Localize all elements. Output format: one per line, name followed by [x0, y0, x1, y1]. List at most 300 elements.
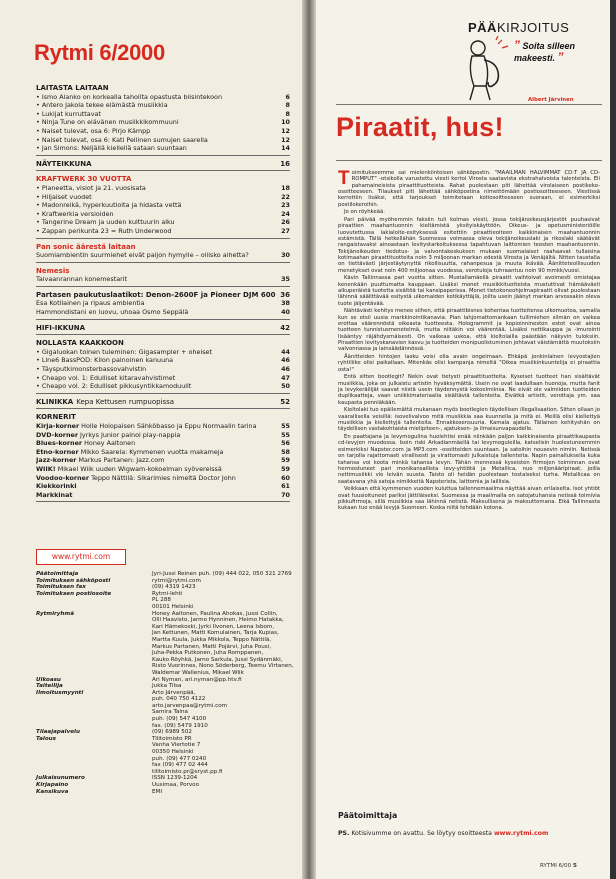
- staff-label: Ilmoitusmyynti: [36, 689, 84, 696]
- toc-page-number: 55: [281, 430, 290, 439]
- toc-entry-text: [36, 308, 276, 317]
- masthead-staff: [36, 571, 294, 795]
- staff-label: Ulkoasu: [36, 676, 61, 683]
- staff-row: [36, 611, 294, 677]
- toc-divider: [36, 408, 290, 409]
- toc-entry-title: Mikael Wiik uuden Wigwam-kokoelman syövereissä: [57, 464, 222, 473]
- staff-row: [36, 584, 294, 591]
- toc-entry-label: Etno-korner: [36, 447, 79, 456]
- staff-value-line: Martta Kuula, Jukka Mikkola, Teppo Nättilä,: [152, 636, 272, 643]
- staff-label: Julkaisunumero: [36, 775, 85, 782]
- page-gutter: [302, 0, 316, 879]
- article-paragraph-text: Kävin Tallinnassa pari vuotta sitten. Mustallamäellä piraatit vaihtoivat avoimesti omistajaa kenenkään puuttumatta kauppaan. Lisäksi monet musiikkituotteista mustuttivat hämäävästi alkuperäistä tuotetta sisältöä tai kansipaperissa. Monet tietokoneohjelmapiraatit olivat puolestaan lähinnä säälittävää esitystä ulkomaiden kotikäyttäjiä, joilta usein jäänyt markan arvossakin oleva tuote jäljentävää.: [338, 275, 600, 307]
- toc-entry-title: Täysputkimonsterbassovahvistin: [41, 365, 147, 374]
- staff-value-line: Vanha Viertotie 7: [152, 742, 201, 749]
- toc-page-number: 42: [280, 323, 290, 332]
- toc-entry-title: Line6 BassPOD: Kilon painoinen kanuuna: [41, 356, 174, 365]
- toc-section: [36, 291, 290, 320]
- ps-text: Kotisivumme on avattu. Se löytyy osoitteesta: [351, 830, 492, 837]
- staff-row: [36, 683, 294, 690]
- staff-value: [152, 690, 294, 710]
- staff-row: [36, 736, 294, 776]
- article-paragraph: [338, 217, 600, 274]
- staff-value-line: Jyri-Jussi Reinen puh. (09) 444 022, 050 321 2769: [152, 571, 292, 577]
- staff-row: [36, 571, 294, 578]
- toc-entry-text: [36, 227, 276, 236]
- article-paragraph-text: En paattajana ja levymogulina huolehtisi enää niinkään paljon kaikkinaisesta piraattikaupasta cd-levyjen muodossa. Isoin riski Arkadianmäellä tai levymoguleilla, katselisin huolestuneemmin esimerkiksi Napster.com ja MP3.com -osoitteiden suuntaan. Ja satoihin nousevin nimiin. Netissä on tarjolla rajattomasti virallisesti ja virattomasti julkaistuja tallenteita. Napin painalluksella kuka tahansa voi koota minkä tahansa levyn. Tähän mennessä kyseisten firmojen toiminnan ovat hermostuneet pari monikansallista levy-yhtiötä ja Metallica, nuo miljonääripiraat, joilla nettimusiikki vie leivän suusta. Taisto oli heidän puolestaan tostaiseksi turha. Metallicaa on saatavana yhä satoja nimikkeitä Napsterista, laittomia ja laillisia.: [338, 434, 600, 485]
- toc-page-number: 22: [281, 192, 290, 201]
- toc-divider: [36, 393, 290, 394]
- staff-label: Päätoimittaja: [36, 571, 79, 577]
- staff-value-line: Olli Haavisto, Jarmo Hynninen, Heimo Hatakka,: [152, 617, 284, 624]
- toc-section: [36, 84, 290, 156]
- toc-page-number: 8: [285, 109, 290, 118]
- article-paragraph-text: oimitukseemme sai mielenkiintoisen sähköpostin. "MAAILMAN HALVIMMAT CD:T JA CD-ROMPUT" -otsikolla varustettu viesti kertoi Virosta saatavista ekstrahalvoista talenteista. Eli pahamaineisista piraattituotteista. Rahat puolestaan piti lähettää virolaiseen postikeko-osoitteeseen. Tilaukset piti lähettää sähköpostina nimettömään postiosoitteeseen. Viestissä kerrottiin lisäksi, että tarjoukset toimitetaan kotiosoitteeseen suoraan, ei esimerkiksi postilokeroihin.: [338, 170, 600, 208]
- table-of-contents: [36, 80, 290, 502]
- pull-quote: [514, 40, 610, 64]
- divider: [336, 104, 602, 105]
- column-header: [468, 20, 569, 35]
- toc-entry[interactable]: [36, 374, 290, 383]
- toc-entry-text: [36, 448, 276, 457]
- article-paragraph-text: Entä sitten bootlegit? Nekin ovat tietysti piraattituotteita. Kyseiset tuotteet han sisältävät musiikkia, joka on julkaistu artistin hyväksymättä. Usein ne ovat laadultaan huonoja, mutta fanit ja levykeräilijät saavat niistä usein täydennystä kokoelmiinsa. Ne eivät ole valmiiden tuotteiden duplikaatteja, vaan uniikkimateriaalia sisältäviä tallenteita. Eivätkä artistit, verottaja ym. saa kaupasta penniäkään.: [338, 374, 600, 406]
- staff-label: Talous: [36, 735, 56, 742]
- toc-page-number: 50: [281, 382, 290, 391]
- toc-divider: [36, 155, 290, 156]
- toc-page-number: 61: [281, 482, 290, 491]
- staff-label: Tilaajapalvelu: [36, 729, 80, 736]
- staff-value-line: Samira Taina: [152, 709, 188, 716]
- toc-entry-title: Teppo Nättilä: Sikarimies nimeltä Doctor John: [91, 473, 236, 482]
- footer-magazine: RYTMI 6/00: [540, 863, 572, 869]
- staff-value-line: Rytmi-lehti: [152, 590, 183, 597]
- toc-heading-text: LAITASTA LAITAAN: [36, 84, 109, 92]
- staff-label: Toimituksen postiosoite: [36, 590, 112, 597]
- staff-value-line: ISSN 1239-1204: [152, 775, 198, 782]
- toc-page-number: 26: [281, 218, 290, 227]
- toc-entry-text: [36, 210, 276, 219]
- staff-value: [152, 775, 294, 782]
- staff-value: [152, 683, 294, 690]
- toc-entry[interactable]: [36, 456, 290, 465]
- toc-entry-title: Holle Holopaisen Sähköbasso ja Eppu Normaalin tarina: [81, 422, 257, 430]
- toc-heading-text: Partasen paukutuslaatikot: Denon-2600F ja Pioneer DJM 600: [36, 290, 276, 299]
- toc-entry-text: [36, 184, 276, 193]
- toc-entry-label: Kiekkorinki: [36, 482, 77, 491]
- toc-entry[interactable]: [36, 482, 290, 491]
- toc-heading-subtitle: Kepa Kettusen rumpuopissa: [76, 397, 175, 406]
- staff-value-line: fax (09) 477 02 444: [152, 762, 208, 769]
- article-paragraph: [338, 374, 600, 406]
- toc-section-heading[interactable]: [36, 175, 290, 184]
- toc-heading-text: KLINIKKA: [36, 397, 74, 406]
- quote-author: Albert Järvinen: [528, 97, 574, 103]
- toc-entry[interactable]: [36, 448, 290, 457]
- toc-page-number: 6: [285, 92, 290, 101]
- toc-heading-text: KRAFTWERK 30 VUOTTA: [36, 175, 132, 184]
- quote-mark-icon: ”: [514, 38, 520, 52]
- toc-section: [36, 243, 290, 263]
- staff-value-line: Juha-Pekka Putkonen, Juha Romppanen,: [152, 650, 264, 657]
- toc-entry[interactable]: [36, 308, 290, 317]
- toc-entry-text: [36, 101, 276, 110]
- toc-entry-title: Mikko Saarela: Kymmenen vuotta makameja: [80, 447, 224, 456]
- toc-entry-title: Kraftwerkia versioiden: [41, 209, 114, 218]
- website-box[interactable]: www.rytmi.com: [36, 549, 126, 565]
- article-paragraph: [338, 170, 600, 208]
- toc-entry[interactable]: [36, 227, 290, 236]
- toc-page-number: 56: [281, 439, 290, 448]
- staff-value-line: puh. (09) 547 4100: [152, 716, 207, 723]
- toc-entry[interactable]: [36, 184, 290, 193]
- staff-value-line: Arto Järvenpää,: [152, 689, 196, 696]
- toc-page-number: 52: [280, 397, 290, 406]
- toc-entry[interactable]: [36, 93, 290, 102]
- toc-entry-title: Esa Kotilainen ja ripaus ambientia: [36, 299, 145, 308]
- staff-value-line: Waldemar Wallenius, Mikael Wiik: [152, 669, 244, 676]
- staff-row: [36, 782, 294, 789]
- toc-entry-label: Kirja-korner: [36, 422, 80, 430]
- toc-page-number: 46: [281, 365, 290, 374]
- staff-value: [152, 611, 294, 677]
- toc-divider: [36, 334, 290, 335]
- toc-page-number: 60: [281, 473, 290, 482]
- toc-entry[interactable]: [36, 356, 290, 365]
- staff-row: [36, 591, 294, 611]
- toc-page-number: 47: [281, 373, 290, 382]
- article-paragraph-text: Nähtävästi kehitys menee siihen, että piraattibisnes kohentaa tuotteitensa ulkomuotoa, samalla kun se etsii uusia markkinointikanavia. Pian lahjomattomankaan tullimiehen silmän on vaikea erottaa väärennöstä oikeasta tuotteesta. Hologrammit ja kopioinnineston estot ovat ainoa tuotteen tunnistusmenetelmä, mutta niitäkin voi väärentää. Lisäksi nettikauppa ja -imurointi lisääntyy räjähdysmäisesti. On vaikeaa uskoa, että kieltolailla paästään näkyvin tuloksiin. Piraattien levityskanavien kasvu ja tuotteiden monipuolistuminen johtavat väistämättä muutoksiin valvonnassa ja lainsäädännössä.: [338, 308, 600, 353]
- toc-page-number: 27: [281, 226, 290, 235]
- toc-page-number: 59: [281, 464, 290, 473]
- headline: Piraatit, hus!: [336, 112, 504, 142]
- toc-entry-title: Markus Partanen: Jazz.com: [78, 456, 165, 465]
- toc-page-number: 8: [285, 101, 290, 110]
- toc-entry[interactable]: [36, 118, 290, 127]
- staff-value-line: Markus Partanen, Matti Pojärvi, Juha Pousi,: [152, 643, 272, 650]
- staff-value: [152, 591, 294, 611]
- toc-entry-text: [36, 422, 276, 431]
- toc-entry-text: [36, 127, 276, 136]
- staff-value-line: puh. 040 750 4122: [152, 696, 206, 703]
- toc-divider: [36, 286, 290, 287]
- staff-value-line: (09) 6989 502: [152, 729, 192, 736]
- staff-value: [152, 729, 294, 736]
- toc-entry-text: [36, 193, 276, 202]
- staff-label: Toimituksen fax: [36, 584, 86, 591]
- toc-page-number: 18: [281, 183, 290, 192]
- toc-divider: [36, 238, 290, 239]
- toc-entry-title: Ismo Alanko on korkealla tahoilta opastusta biisintekoon: [41, 92, 223, 101]
- staff-value-line: Honey Aaltonen, Paulina Ahokas, Jussi Collin,: [152, 610, 278, 617]
- toc-page-number: 70: [281, 490, 290, 499]
- toc-entry-title: Lukijat kurruttavat: [41, 109, 101, 118]
- ps-label: PS.: [338, 830, 350, 837]
- staff-row: [36, 677, 294, 684]
- toc-entry-text: [36, 439, 276, 448]
- toc-section-heading[interactable]: [36, 413, 290, 422]
- staff-value-line: 00350 Helsinki: [152, 749, 194, 756]
- toc-page-number: 16: [280, 159, 290, 168]
- toc-page-number: 12: [281, 135, 290, 144]
- staff-value-line: EMI: [152, 788, 163, 795]
- toc-entry[interactable]: [36, 299, 290, 308]
- column-header-rest: KIRJOITUS: [496, 20, 570, 35]
- toc-page-number: 58: [281, 447, 290, 456]
- staff-value-line: 00101 Helsinki: [152, 603, 194, 610]
- toc-page-number: 55: [281, 422, 290, 430]
- toc-divider: [36, 262, 290, 263]
- staff-value: [152, 578, 294, 585]
- staff-value: [152, 709, 294, 729]
- toc-section: [36, 398, 290, 410]
- toc-entry-label: Jazz-korner: [36, 456, 77, 465]
- staff-value: [152, 736, 294, 776]
- toc-divider: [36, 319, 290, 320]
- article-paragraph: [338, 407, 600, 432]
- staff-value-line: Uusimaa, Porvoo: [152, 782, 200, 788]
- toc-entry-text: [36, 382, 276, 391]
- toc-page-number: 10: [281, 118, 290, 127]
- toc-entry-label: Markkinat: [36, 490, 73, 499]
- toc-entry-title: Cheapo vol. 2: Edulliset pikkusyntikkamoduulit: [41, 382, 192, 391]
- toc-entry-title: Hammondistani en luovu, uhoaa Osmo Seppälä: [36, 308, 189, 317]
- toc-entry[interactable]: [36, 201, 290, 210]
- toc-section-heading[interactable]: [36, 324, 290, 333]
- toc-entry[interactable]: [36, 348, 290, 357]
- staff-value-line: puh. (09) 477 0240: [152, 755, 207, 762]
- staff-value-line: Risto Vuorinnes, Nono Söderberg, Teemu Virtanen,: [152, 663, 294, 670]
- toc-entry-text: [36, 118, 276, 127]
- staff-label: [36, 709, 152, 729]
- staff-row: [36, 775, 294, 782]
- toc-entry-text: [36, 348, 276, 357]
- toc-heading-text: NOLLASTA KAAKKOON: [36, 339, 124, 348]
- signature: Päätoimittaja: [338, 811, 398, 820]
- toc-entry-text: [36, 251, 276, 260]
- article-paragraph-text: Pari päivää myöhemmin faksiin tuli kolmas viesti, jossa tekijänoikeusjärjestöt puuhasivat piraattien maahantuonnin kieltämistä yksityiskäyttöön. Oikeus- ja opetusministeriöille luovutettussa lakialoite-esityksessä esitettiin piraattieoiteen kaikkinaisen maahantuonnin estämistä. Tällä hetkellähän Suomessa voimassa oleva tekijänoikeuslaki ja rikoslaki säätävät rangaistavaksi ainoastaan levitystarkoituksessa tapahtuvan laittomien teosten maahantuonnin. Tekijänoikeuden tiedotus- ja valvontakeskuksen mukaan suomalaiset raahaavat tullaisina kotimaahan piraattituotteita noin 3 miljoonan markan edestä Virosta ja Venäjältä. Nitten taustalla on tiettävästi järjestäytynyttä rikollisuutta, rahanpesua ja muuta ikävää. Äänitteteollisuuden menetykset ovat noin 400 miljoonaa vuodessa, verotulojа tuhraantuu noin 90 mmkk/vuosi.: [338, 217, 600, 274]
- toc-section: [36, 267, 290, 287]
- toc-entry[interactable]: [36, 144, 290, 153]
- toc-entry[interactable]: [36, 251, 290, 260]
- toc-section: [36, 175, 290, 238]
- toc-divider: [36, 501, 290, 502]
- page-number: 5: [572, 863, 577, 869]
- toc-heading-text: Pan sonic äärestä laitaan: [36, 242, 136, 251]
- toc-entry[interactable]: [36, 382, 290, 391]
- toc-page-number: 36: [280, 290, 290, 299]
- toc-heading-text: Nemesis: [36, 266, 70, 275]
- staff-value-line: Ari Nyman, ari.nyman@pp.htv.fi: [152, 676, 242, 683]
- staff-value-line: fax. (09) 5479 1910: [152, 722, 208, 729]
- article-paragraph: [338, 209, 600, 215]
- staff-value-line: Kari Hämekoski, Jyrki Ilvonen, Leena Isbom,: [152, 623, 275, 630]
- toc-entry-title: Naiset tulevat, osa 6: Kati Pellinen sumujen saarella: [41, 135, 208, 144]
- toc-page-number: 12: [281, 126, 290, 135]
- toc-page-number: 14: [281, 144, 290, 153]
- toc-entry-label: Voodoo-korner: [36, 473, 90, 482]
- toc-page-number: 40: [281, 308, 290, 317]
- toc-entry[interactable]: [36, 491, 290, 500]
- toc-page-number: 46: [281, 356, 290, 365]
- toc-heading-text: NÄYTEIKKUNA: [36, 159, 92, 168]
- toc-entry-text: [36, 491, 276, 500]
- staff-value-line: PL 288: [152, 597, 171, 604]
- toc-entry-text: [36, 93, 276, 102]
- toc-entry-title: Antero Jakola tekee elämästä musiikkia: [41, 101, 168, 110]
- staff-value-line: arto.jarvenpaa@rytmi.com: [152, 702, 228, 709]
- staff-value-line: rytmi@rytmi.com: [152, 577, 201, 584]
- toc-page-number: 38: [281, 299, 290, 308]
- article-paragraph: [338, 275, 600, 307]
- toc-entry-text: [36, 218, 276, 227]
- toc-entry[interactable]: [36, 465, 290, 474]
- toc-entry-text: [36, 474, 276, 483]
- staff-value-line: tilitoimisto.pr@sryst.pp.fi: [152, 768, 223, 775]
- toc-entry-title: Jan Simons: Neljällä kiellellä sataan suuntaan: [41, 144, 187, 153]
- staff-row: [36, 789, 294, 796]
- toc-entry-text: [36, 299, 276, 308]
- staff-value: [152, 571, 294, 578]
- toc-heading-text: HIFI-IKKUNA: [36, 323, 86, 332]
- staff-value: [152, 789, 294, 796]
- toc-entry-title: Cheapo vol. 1: Edulliset kitaravahvistimet: [41, 373, 176, 382]
- article-paragraph-text: Veikkaan että kymmenen vuoden kuluttua tallennemaailma näyttää aivan erilaiselta. Isot yhtiöt ovat fuusioituneet pariksi jättiläiseksi. Suomessa ja maailmalla on satojatuhansia netissä toimivia pikkufirmoja, sillä musiikkia saa lähinnä netistä. Maksullisena ja maksuttomana. Eikä Tallinnasta kukaan tuo enää levyjä Suomeen. Koska niitä tehdään kotona.: [338, 486, 600, 512]
- quote-text: Soita silleen makeesti.: [514, 41, 576, 63]
- staff-label: Kansikuva: [36, 788, 69, 795]
- toc-entry-text: [36, 365, 276, 374]
- toc-entry-text: [36, 275, 276, 284]
- page-edge: [610, 0, 616, 879]
- magazine-title: Rytmi 6/2000: [34, 40, 165, 65]
- toc-entry-text: [36, 201, 276, 210]
- staff-value: [152, 677, 294, 684]
- toc-section-heading[interactable]: [36, 398, 290, 407]
- toc-entry[interactable]: [36, 439, 290, 448]
- staff-value: [152, 584, 294, 591]
- toc-entry[interactable]: [36, 127, 290, 136]
- toc-entry-title: Hiljaiset vuodet: [41, 192, 92, 201]
- toc-entry-title: Taivaanrannan konemestarit: [36, 275, 128, 284]
- toc-section-heading[interactable]: [36, 160, 290, 169]
- toc-entry-title: Gigaluokan toinen tuleminen: Gigasampler + oheiset: [41, 347, 212, 356]
- toc-entry[interactable]: [36, 422, 290, 431]
- toc-section-heading[interactable]: [36, 339, 290, 348]
- toc-entry[interactable]: [36, 365, 290, 374]
- toc-entry-text: [36, 465, 276, 474]
- toc-entry-title: Honey Aaltonen: [84, 439, 136, 448]
- toc-page-number: 23: [281, 201, 290, 210]
- staff-label: Kirjapaino: [36, 782, 69, 788]
- toc-entry-text: [36, 356, 276, 365]
- staff-value-line: Tilitoimisto PR: [152, 735, 192, 742]
- toc-entry-title: Ninja Tune on elävänen musiikkikommuuni: [41, 118, 179, 127]
- staff-value-line: Kauko Röyhkä, Jarno Sarkula, Jussi Sydänmäki,: [152, 656, 283, 663]
- toc-section: [36, 413, 290, 502]
- toc-section: [36, 160, 290, 172]
- staff-row: [36, 709, 294, 729]
- toc-entry-title: Planeetta, visiot ja 21. vuosisata: [41, 183, 146, 192]
- staff-value-line: Jukka Tilsa: [152, 683, 182, 690]
- staff-label: Rytmiryhmä: [36, 610, 75, 617]
- toc-entry[interactable]: [36, 193, 290, 202]
- toc-entry-title: Jyrkys Junior painoi play-nappia: [80, 430, 181, 439]
- toc-entry-text: [36, 110, 276, 119]
- toc-entry[interactable]: [36, 110, 290, 119]
- postscript: [338, 830, 600, 837]
- toc-entry-title: Madonreikä, hyperkuutioita ja hidasta vettä: [41, 201, 182, 210]
- saxophonist-illustration: [458, 36, 510, 102]
- ps-url-link[interactable]: www.rytmi.com: [493, 830, 549, 837]
- toc-entry[interactable]: [36, 474, 290, 483]
- quote-mark-icon: ”: [557, 50, 564, 64]
- toc-section-heading[interactable]: [36, 291, 290, 300]
- toc-entry-title: Tangerine Dream ja uuden kulttuurin alku: [41, 218, 175, 227]
- article-paragraph-text: Äänitteiden hintojen lasku voisi olla avain ongelmaan. Ehkäpä jonkinlainen levyostajien ryhtiliike olisi paikallaan. Mitenkäs olisi kampanja nimeltä "Oikea musiikinkuuntelija ei piraattia osta!": [338, 354, 600, 373]
- toc-entry-text: [36, 374, 276, 383]
- staff-value: [152, 782, 294, 789]
- toc-section: [36, 324, 290, 336]
- drop-cap: T: [338, 168, 350, 189]
- staff-row: [36, 578, 294, 585]
- toc-entry-label: Blues-korner: [36, 439, 83, 448]
- toc-entry-title: Zappan perikunta 23 = Ruth Underwood: [41, 226, 172, 235]
- column-header-bold: PÄÄ: [468, 20, 497, 35]
- toc-section-heading[interactable]: [36, 267, 290, 276]
- toc-entry[interactable]: [36, 136, 290, 145]
- article-paragraph: [338, 308, 600, 352]
- article-paragraph-text: Jo on röyhkeää.: [344, 209, 385, 216]
- page-footer: [540, 863, 577, 869]
- staff-value-line: Jan Kettunen, Matti Komulainen, Tarja Kupias,: [152, 630, 279, 637]
- staff-label: Toimituksen sähköposti: [36, 577, 111, 584]
- toc-entry[interactable]: [36, 210, 290, 219]
- staff-label: Taiteilija: [36, 683, 63, 690]
- toc-entry[interactable]: [36, 101, 290, 110]
- toc-entry-text: [36, 144, 276, 153]
- toc-page-number: 44: [281, 347, 290, 356]
- toc-page-number: 24: [281, 209, 290, 218]
- toc-heading-text: KORNERIT: [36, 413, 76, 422]
- toc-entry-text: [36, 431, 276, 440]
- toc-page-number: 35: [281, 275, 290, 284]
- toc-entry-title: Naiset tulevat, osa 6: Pirjo Kämpp: [41, 126, 151, 135]
- toc-entry[interactable]: [36, 275, 290, 284]
- toc-section-heading[interactable]: [36, 84, 290, 93]
- editorial-body: [338, 170, 600, 513]
- toc-page-number: 59: [281, 456, 290, 465]
- staff-row: [36, 729, 294, 736]
- article-paragraph-text: Kieltolaki tuo epäilemättä mukanaan myös bootlegien täydellisen illegalisaation. Sitten ollaan jo vaarallisella veisillä: isovelivalvoo mitä musiikkia saa kuunnella ja mitä ei. Meillä olisi kiellettyä musiikkia ja kiellettyjä tallenteita. Ennakkosensuuria. Kamala ajatus. Tällainen kehityshän on täydellisen vastakohtaista mielipiteen-, ajatuksen- ja ilmaisunvapaudelle.: [338, 407, 600, 433]
- toc-entry-text: [36, 136, 276, 145]
- toc-section: [36, 339, 290, 394]
- toc-entry-label: DVD-korner: [36, 430, 78, 439]
- toc-page-number: 30: [281, 251, 290, 260]
- toc-section-heading[interactable]: [36, 243, 290, 252]
- toc-entry-text: [36, 482, 276, 491]
- toc-entry-label: WIIK!: [36, 464, 56, 473]
- toc-entry[interactable]: [36, 431, 290, 440]
- article-paragraph: [338, 354, 600, 373]
- article-paragraph: [338, 486, 600, 511]
- divider: [336, 160, 602, 161]
- toc-entry[interactable]: [36, 218, 290, 227]
- staff-value-line: (09) 4319 1423: [152, 584, 196, 591]
- article-paragraph: [338, 434, 600, 485]
- toc-entry-text: [36, 456, 276, 465]
- staff-row: [36, 690, 294, 710]
- toc-divider: [36, 170, 290, 171]
- toc-entry-title: Suomiambientin suurmiehet eivät paljon hymyile – oliisko aihetta?: [36, 251, 249, 260]
